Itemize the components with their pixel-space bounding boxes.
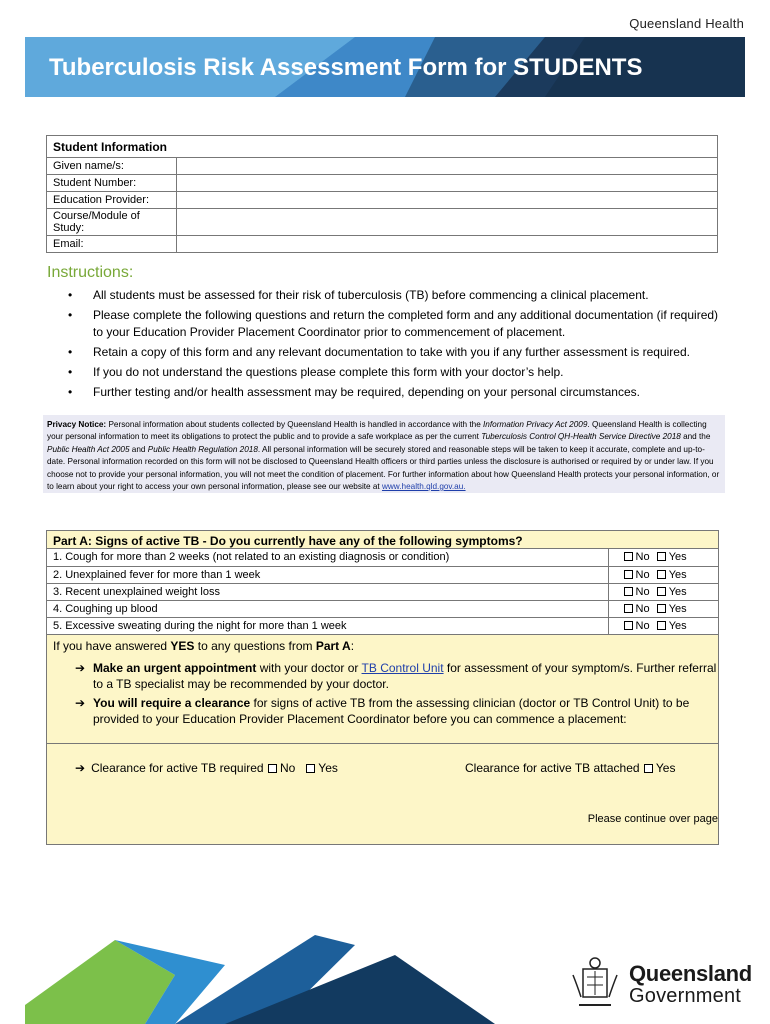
yes-checkbox[interactable] xyxy=(657,587,666,596)
course-module-field[interactable] xyxy=(177,209,718,236)
table-row xyxy=(47,617,718,634)
privacy-text: . All personal information will be securely stored and reasonable steps will be taken to keep it accurate, complete and up-to-date. Personal information recorded on this form will not be disclosed to Queensland Health officers or third parties unless the disclosure is authorised or required by or under law. If you choose not to provide your personal information, you will not meet the condition of placement. For further information about how Queensland Health protects your personal information, or to learn about your right to access your own personal information, please see our website at xyxy=(47,444,720,492)
privacy-act-ref: Information Privacy Act 2009 xyxy=(483,420,588,429)
footer-graphic xyxy=(25,935,495,1024)
question-text: 5. Excessive sweating during the night for more than 1 week xyxy=(47,617,608,634)
instructions-title: Instructions: xyxy=(47,264,134,281)
given-name-label: Given name/s: xyxy=(47,158,177,175)
arrow-icon: ➔ xyxy=(75,660,86,675)
table-row xyxy=(47,600,718,617)
title-banner xyxy=(25,37,745,97)
table-row xyxy=(47,583,718,600)
answer-options xyxy=(608,583,718,600)
clearance-required-yes-checkbox[interactable] xyxy=(306,764,315,773)
health-act-ref: Public Health Act 2005 xyxy=(47,444,130,454)
no-label: No xyxy=(635,551,650,564)
privacy-text: Personal information about students collected by Queensland Health is handled in accordance with the xyxy=(106,420,484,429)
student-information-table xyxy=(46,135,718,253)
queensland-health-brand: Queensland Health xyxy=(629,16,744,31)
education-provider-field[interactable] xyxy=(177,192,718,209)
question-text: 4. Coughing up blood xyxy=(47,600,608,617)
table-row xyxy=(47,549,718,566)
answer-options xyxy=(608,617,718,634)
clearance-bold: You will require a clearance xyxy=(93,695,251,710)
answered-text: : xyxy=(350,638,355,653)
clearance-item xyxy=(47,695,718,727)
clearance-required-no-checkbox[interactable] xyxy=(268,764,277,773)
yes-label: Yes xyxy=(668,568,687,581)
question-text: 2. Unexplained fever for more than 1 week xyxy=(47,566,608,583)
privacy-text: . Queensland Health is collecting your personal information to meet its obligations to protect the public and to provide a safe workplace as per the current xyxy=(47,420,707,442)
clearance-attached-label: Clearance for active TB attached xyxy=(465,761,640,775)
answered-text: If you have answered xyxy=(53,638,171,653)
yes-checkbox[interactable] xyxy=(657,621,666,630)
no-checkbox[interactable] xyxy=(624,552,633,561)
arrow-icon: ➔ xyxy=(75,761,86,775)
symptoms-table xyxy=(47,549,718,635)
yes-label: Yes xyxy=(668,585,687,598)
item-text: with your doctor or xyxy=(256,660,362,675)
no-label: No xyxy=(635,585,650,598)
education-provider-label: Education Provider: xyxy=(47,192,177,209)
arrow-icon: ➔ xyxy=(75,695,86,710)
item-text: for signs of active TB from the assessing clinician (doctor or TB Control Unit) to be provided to your Education Provider Placement Coordinator before you can commence a placement: xyxy=(93,695,690,726)
item-text: for assessment of your symptom/s. Further referral to a TB specialist may be recommended by your doctor. xyxy=(93,660,717,691)
course-module-label: Course/Module of Study: xyxy=(47,209,177,236)
answered-yes-text xyxy=(47,635,718,657)
continue-note: Please continue over page xyxy=(587,813,718,825)
yes-label: Yes xyxy=(668,551,687,564)
clearance-attached-yes-checkbox[interactable] xyxy=(644,764,653,773)
table-row xyxy=(47,566,718,583)
yes-label: Yes xyxy=(668,602,687,615)
divider xyxy=(47,743,718,744)
no-checkbox[interactable] xyxy=(624,570,633,579)
yes-checkbox[interactable] xyxy=(657,570,666,579)
page-title: Tuberculosis Risk Assessment Form for STUDENTS xyxy=(49,54,643,81)
privacy-text: and the xyxy=(680,432,711,442)
question-text: 3. Recent unexplained weight loss xyxy=(47,583,608,600)
no-label: No xyxy=(279,761,296,775)
no-checkbox[interactable] xyxy=(624,604,633,613)
answer-options xyxy=(608,600,718,617)
given-name-field[interactable] xyxy=(177,158,718,175)
tb-control-unit-link[interactable]: TB Control Unit xyxy=(361,660,444,675)
urgent-appointment-item xyxy=(47,660,718,692)
regulation-ref: Public Health Regulation 2018 xyxy=(147,444,258,454)
logo-queensland-text: Queensland xyxy=(629,961,752,986)
clearance-required-label: Clearance for active TB required xyxy=(91,761,264,775)
no-label: No xyxy=(635,602,650,615)
yes-label: Yes xyxy=(318,761,338,775)
email-field[interactable] xyxy=(177,236,718,253)
part-a-section xyxy=(46,530,719,845)
no-label: No xyxy=(635,619,650,632)
answered-part-bold: Part A xyxy=(315,638,351,653)
clearance-row xyxy=(75,761,718,775)
clearance-attached-group xyxy=(465,761,675,775)
privacy-label: Privacy Notice: xyxy=(47,420,107,429)
privacy-notice xyxy=(43,415,725,493)
answer-options xyxy=(608,549,718,566)
no-checkbox[interactable] xyxy=(624,587,633,596)
yes-checkbox[interactable] xyxy=(657,604,666,613)
health-website-link[interactable]: www.health.qld.gov.au. xyxy=(381,482,466,492)
student-number-label: Student Number: xyxy=(47,175,177,192)
email-label: Email: xyxy=(47,236,177,253)
list-item: • All students must be assessed for their risk of tuberculosis (TB) before commencing a clinical placement. xyxy=(68,287,728,304)
student-info-heading: Student Information xyxy=(47,136,718,158)
student-number-field[interactable] xyxy=(177,175,718,192)
queensland-government-logo xyxy=(569,955,752,1015)
logo-government-text: Government xyxy=(629,985,742,1007)
yes-label: Yes xyxy=(668,619,687,632)
list-item: • Retain a copy of this form and any relevant documentation to take with you if any further assessment is required. xyxy=(68,344,728,361)
privacy-text: and xyxy=(129,444,148,454)
urgent-appointment-bold: Make an urgent appointment xyxy=(93,660,257,675)
list-item: • Further testing and/or health assessment may be required, depending on your personal circumstances. xyxy=(68,384,728,401)
part-a-heading: Part A: Signs of active TB - Do you currently have any of the following symptoms? xyxy=(47,531,718,549)
yes-label: Yes xyxy=(655,761,676,775)
answered-text: to any questions from xyxy=(194,638,316,653)
answered-yes-bold: YES xyxy=(170,638,195,653)
list-item: • If you do not understand the questions please complete this form with your doctor’s help. xyxy=(68,364,728,381)
coat-of-arms-icon xyxy=(569,955,623,1015)
list-item: • Please complete the following questions and return the completed form and any additional documentation (if required) to your Education Provider Placement Coordinator prior to commencement of placement. xyxy=(68,307,728,341)
question-text: 1. Cough for more than 2 weeks (not related to an existing diagnosis or condition) xyxy=(47,549,608,566)
yes-checkbox[interactable] xyxy=(657,552,666,561)
instructions-list xyxy=(68,287,728,404)
no-label: No xyxy=(635,568,650,581)
answer-options xyxy=(608,566,718,583)
no-checkbox[interactable] xyxy=(624,621,633,630)
directive-ref: Tuberculosis Control QH-Health Service Directive 2018 xyxy=(481,432,681,442)
